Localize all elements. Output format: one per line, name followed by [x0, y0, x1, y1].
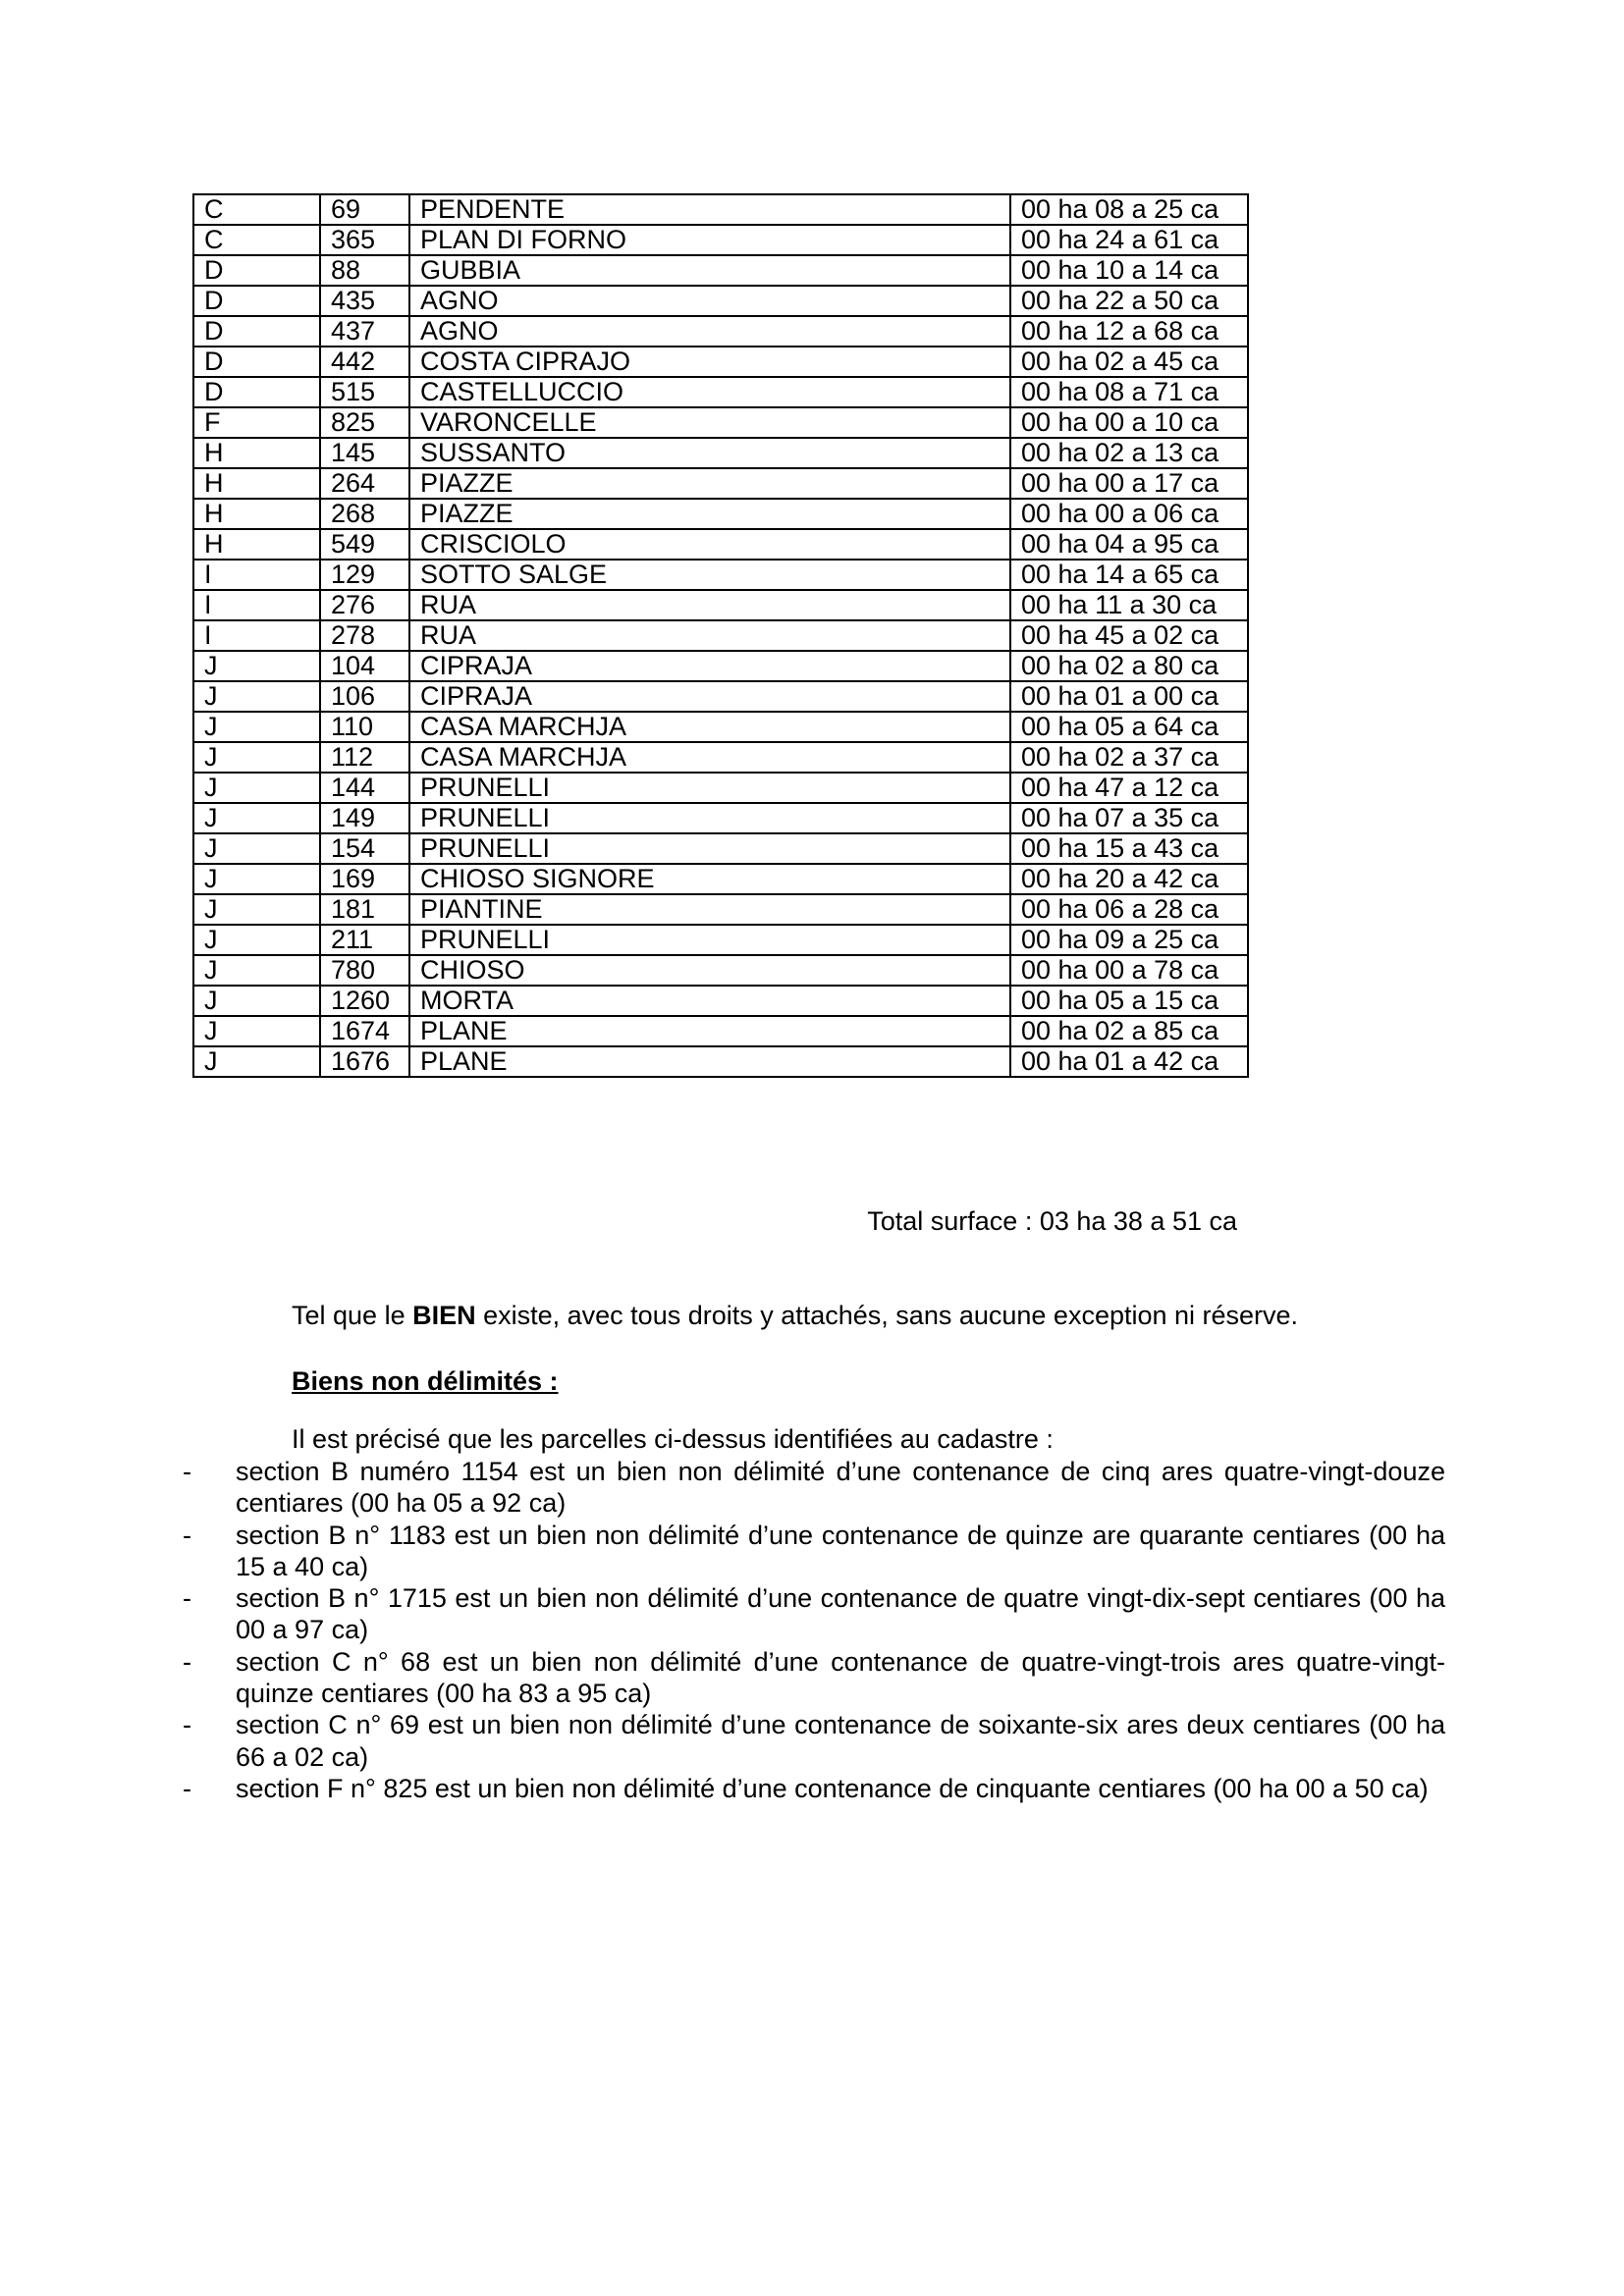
parcel-number: 549: [320, 529, 409, 560]
parcel-locality: CIPRAJA: [409, 651, 1010, 681]
parcel-number: 435: [320, 286, 409, 316]
parcel-section: J: [193, 681, 320, 712]
parcel-section: D: [193, 286, 320, 316]
parcel-section: J: [193, 955, 320, 986]
parcel-area: 00 ha 14 a 65 ca: [1010, 560, 1248, 590]
parcel-number: 1260: [320, 986, 409, 1016]
parcel-area: 00 ha 00 a 17 ca: [1010, 468, 1248, 499]
parcel-number: 69: [320, 194, 409, 225]
parcel-section: J: [193, 864, 320, 894]
table-row: [193, 925, 1248, 955]
table-row: [193, 833, 1248, 864]
table-row: [193, 651, 1248, 681]
parcel-number: 211: [320, 925, 409, 955]
tel-paragraph-end: existe, avec tous droits y attachés, sans aucune exception ni réserve.: [475, 1301, 1299, 1330]
parcel-section: J: [193, 986, 320, 1016]
parcel-section: D: [193, 255, 320, 286]
parcel-number: 1676: [320, 1046, 409, 1077]
parcel-number: 515: [320, 377, 409, 407]
table-row: [193, 407, 1248, 438]
parcel-area: 00 ha 02 a 37 ca: [1010, 742, 1248, 773]
parcel-section: H: [193, 499, 320, 529]
list-item-text: section B n° 1715 est un bien non délimité d’une contenance de quatre vingt-dix-sept centiares (00 ha 00 a 97 ca): [236, 1583, 1445, 1645]
table-row: [193, 894, 1248, 925]
parcel-locality: CHIOSO SIGNORE: [409, 864, 1010, 894]
parcel-section: J: [193, 773, 320, 803]
parcel-number: 780: [320, 955, 409, 986]
table-row: [193, 986, 1248, 1016]
parcel-table-body: [193, 194, 1248, 1077]
parcel-locality: MORTA: [409, 986, 1010, 1016]
parcel-section: J: [193, 803, 320, 833]
parcel-number: 278: [320, 620, 409, 651]
table-row: [193, 955, 1248, 986]
parcel-section: J: [193, 1016, 320, 1046]
parcel-table: [192, 193, 1249, 1078]
table-row: [193, 194, 1248, 225]
list-item-text: section C n° 69 est un bien non délimité d’une contenance de soixante-six ares deux centiares (00 ha 66 a 02 ca): [236, 1710, 1445, 1772]
parcel-locality: CASA MARCHJA: [409, 742, 1010, 773]
list-item: [183, 1646, 1445, 1710]
parcel-area: 00 ha 02 a 13 ca: [1010, 438, 1248, 468]
list-dash: -: [183, 1710, 191, 1740]
parcel-section: C: [193, 225, 320, 255]
parcel-area: 00 ha 01 a 00 ca: [1010, 681, 1248, 712]
tel-paragraph-start: Tel que le: [292, 1301, 413, 1330]
parcel-area: 00 ha 11 a 30 ca: [1010, 590, 1248, 620]
parcel-section: I: [193, 560, 320, 590]
parcel-section: F: [193, 407, 320, 438]
tel-paragraph: [292, 1301, 1298, 1331]
table-row: [193, 773, 1248, 803]
parcel-area: 00 ha 06 a 28 ca: [1010, 894, 1248, 925]
parcel-locality: CRISCIOLO: [409, 529, 1010, 560]
parcel-area: 00 ha 08 a 25 ca: [1010, 194, 1248, 225]
parcel-locality: CASA MARCHJA: [409, 712, 1010, 742]
parcel-area: 00 ha 05 a 15 ca: [1010, 986, 1248, 1016]
parcel-area: 00 ha 15 a 43 ca: [1010, 833, 1248, 864]
parcel-section: J: [193, 742, 320, 773]
parcel-area: 00 ha 20 a 42 ca: [1010, 864, 1248, 894]
parcel-area: 00 ha 01 a 42 ca: [1010, 1046, 1248, 1077]
section-heading: Biens non délimités :: [292, 1366, 559, 1396]
parcel-locality: GUBBIA: [409, 255, 1010, 286]
parcel-area: 00 ha 08 a 71 ca: [1010, 377, 1248, 407]
parcel-locality: PRUNELLI: [409, 773, 1010, 803]
parcel-number: 149: [320, 803, 409, 833]
parcel-locality: SOTTO SALGE: [409, 560, 1010, 590]
parcel-area: 00 ha 07 a 35 ca: [1010, 803, 1248, 833]
list-dash: -: [183, 1646, 191, 1677]
parcel-locality: PRUNELLI: [409, 925, 1010, 955]
parcel-locality: CHIOSO: [409, 955, 1010, 986]
parcel-section: H: [193, 438, 320, 468]
parcel-number: 112: [320, 742, 409, 773]
list-item-text: section B n° 1183 est un bien non délimité d’une contenance de quinze are quarante centiares (00 ha 15 a 40 ca): [236, 1520, 1445, 1581]
parcel-number: 1674: [320, 1016, 409, 1046]
parcel-locality: SUSSANTO: [409, 438, 1010, 468]
parcel-section: J: [193, 894, 320, 925]
parcel-area: 00 ha 00 a 10 ca: [1010, 407, 1248, 438]
list-item: [183, 1709, 1445, 1773]
parcel-locality: PIAZZE: [409, 499, 1010, 529]
parcel-number: 104: [320, 651, 409, 681]
table-row: [193, 529, 1248, 560]
parcel-number: 276: [320, 590, 409, 620]
parcel-locality: PLANE: [409, 1016, 1010, 1046]
parcel-number: 88: [320, 255, 409, 286]
parcel-area: 00 ha 02 a 80 ca: [1010, 651, 1248, 681]
table-row: [193, 864, 1248, 894]
parcel-locality: CASTELLUCCIO: [409, 377, 1010, 407]
parcel-area: 00 ha 00 a 06 ca: [1010, 499, 1248, 529]
table-row: [193, 468, 1248, 499]
table-row: [193, 620, 1248, 651]
table-row: [193, 1016, 1248, 1046]
parcel-number: 169: [320, 864, 409, 894]
table-row: [193, 286, 1248, 316]
parcel-section: I: [193, 590, 320, 620]
table-row: [193, 377, 1248, 407]
table-row: [193, 742, 1248, 773]
parcel-number: 129: [320, 560, 409, 590]
table-row: [193, 803, 1248, 833]
parcel-section: D: [193, 347, 320, 377]
parcel-section: D: [193, 377, 320, 407]
list-item-text: section C n° 68 est un bien non délimité d’une contenance de quatre-vingt-trois ares quatre-vingt-quinze centiares (00 ha 83 a 95 ca): [236, 1646, 1445, 1709]
table-row: [193, 681, 1248, 712]
table-row: [193, 347, 1248, 377]
parcel-locality: PLAN DI FORNO: [409, 225, 1010, 255]
parcel-locality: PRUNELLI: [409, 803, 1010, 833]
parcel-area: 00 ha 45 a 02 ca: [1010, 620, 1248, 651]
parcel-section: D: [193, 316, 320, 347]
list-item-text: section B numéro 1154 est un bien non délimité d’une contenance de cinq ares quatre-vingt-douze centiares (00 ha 05 a 92 ca): [236, 1457, 1445, 1519]
parcel-locality: CIPRAJA: [409, 681, 1010, 712]
parcel-number: 110: [320, 712, 409, 742]
bien-keyword: BIEN: [412, 1301, 476, 1330]
total-surface: Total surface : 03 ha 38 a 51 ca: [867, 1206, 1237, 1236]
parcel-area: 00 ha 12 a 68 ca: [1010, 316, 1248, 347]
table-row: [193, 438, 1248, 468]
list-item-text: section F n° 825 est un bien non délimité d’une contenance de cinquante centiares (00 ha 00 a 50 ca): [236, 1773, 1429, 1803]
list-item: [183, 1456, 1445, 1520]
undelimited-parcel-list: [183, 1456, 1445, 1804]
table-row: [193, 712, 1248, 742]
parcel-section: H: [193, 529, 320, 560]
parcel-section: J: [193, 651, 320, 681]
parcel-number: 825: [320, 407, 409, 438]
parcel-locality: RUA: [409, 620, 1010, 651]
parcel-section: H: [193, 468, 320, 499]
parcel-number: 442: [320, 347, 409, 377]
list-item: [183, 1773, 1445, 1804]
table-row: [193, 499, 1248, 529]
list-dash: -: [183, 1583, 191, 1614]
parcel-locality: PIANTINE: [409, 894, 1010, 925]
parcel-number: 106: [320, 681, 409, 712]
parcel-area: 00 ha 24 a 61 ca: [1010, 225, 1248, 255]
table-row: [193, 1046, 1248, 1077]
parcel-area: 00 ha 47 a 12 ca: [1010, 773, 1248, 803]
parcel-area: 00 ha 02 a 85 ca: [1010, 1016, 1248, 1046]
parcel-number: 144: [320, 773, 409, 803]
parcel-section: J: [193, 833, 320, 864]
parcel-area: 00 ha 04 a 95 ca: [1010, 529, 1248, 560]
parcel-area: 00 ha 05 a 64 ca: [1010, 712, 1248, 742]
parcel-number: 365: [320, 225, 409, 255]
table-row: [193, 560, 1248, 590]
parcel-section: J: [193, 1046, 320, 1077]
table-row: [193, 590, 1248, 620]
parcel-number: 268: [320, 499, 409, 529]
parcel-locality: PLANE: [409, 1046, 1010, 1077]
parcel-locality: AGNO: [409, 316, 1010, 347]
parcel-number: 437: [320, 316, 409, 347]
parcel-locality: PRUNELLI: [409, 833, 1010, 864]
parcel-locality: PENDENTE: [409, 194, 1010, 225]
parcel-number: 181: [320, 894, 409, 925]
list-item: [183, 1520, 1445, 1583]
list-dash: -: [183, 1773, 191, 1803]
parcel-locality: RUA: [409, 590, 1010, 620]
parcel-locality: VARONCELLE: [409, 407, 1010, 438]
parcel-area: 00 ha 09 a 25 ca: [1010, 925, 1248, 955]
parcel-locality: AGNO: [409, 286, 1010, 316]
parcel-locality: PIAZZE: [409, 468, 1010, 499]
parcel-section: J: [193, 925, 320, 955]
list-item: [183, 1582, 1445, 1646]
intro-paragraph: Il est précisé que les parcelles ci-dessus identifiées au cadastre :: [292, 1424, 1054, 1454]
parcel-number: 264: [320, 468, 409, 499]
list-dash: -: [183, 1457, 191, 1486]
list-dash: -: [183, 1520, 191, 1550]
parcel-area: 00 ha 22 a 50 ca: [1010, 286, 1248, 316]
parcel-number: 154: [320, 833, 409, 864]
parcel-area: 00 ha 02 a 45 ca: [1010, 347, 1248, 377]
table-row: [193, 316, 1248, 347]
parcel-section: J: [193, 712, 320, 742]
parcel-number: 145: [320, 438, 409, 468]
parcel-area: 00 ha 10 a 14 ca: [1010, 255, 1248, 286]
table-row: [193, 255, 1248, 286]
table-row: [193, 225, 1248, 255]
parcel-section: C: [193, 194, 320, 225]
parcel-area: 00 ha 00 a 78 ca: [1010, 955, 1248, 986]
parcel-locality: COSTA CIPRAJO: [409, 347, 1010, 377]
parcel-section: I: [193, 620, 320, 651]
